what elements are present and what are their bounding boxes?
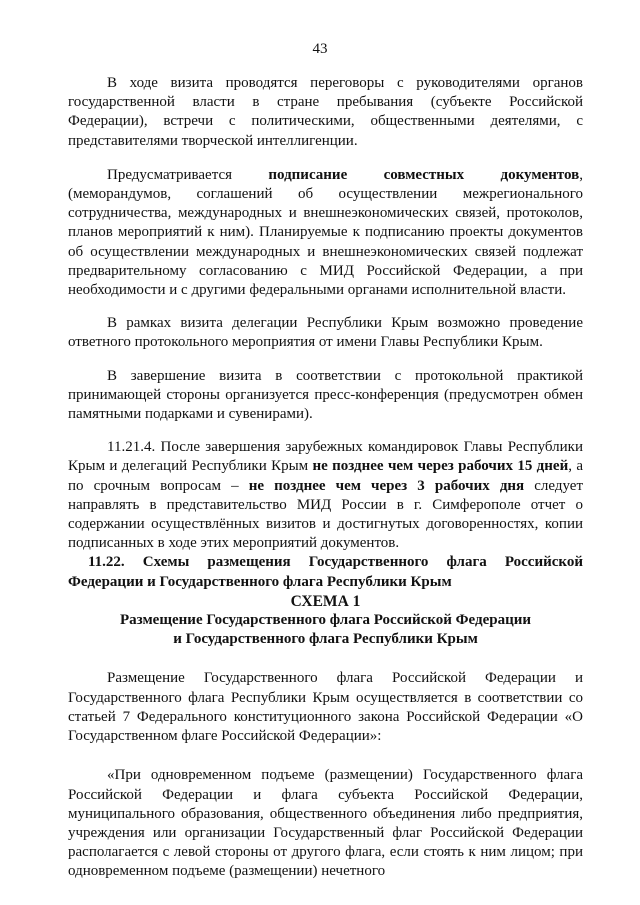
document-body xyxy=(68,74,583,882)
section-heading-11-22: 11.22. Схемы размещения Государственного флага Российской Федерации и Государственного флага Республики Крым xyxy=(68,554,583,590)
bold-emphasis: не позднее чем через 3 рабочих дня xyxy=(248,477,525,494)
paragraph-return-event: В рамках визита делегации Республики Крым возможно проведение ответного протокольного мероприятия от имени Главы Республики Крым. xyxy=(68,315,583,351)
paragraph-11-21-4 xyxy=(68,438,583,553)
scheme-subtitle-line1: Размещение Государственного флага Российской Федерации xyxy=(119,612,532,629)
paragraph-document-signing xyxy=(68,166,583,300)
paragraph-text: 11.21.4. После завершения зарубежных командировок Главы Республики Крым и делегаций Республики Крым xyxy=(68,439,583,475)
paragraph-text: , а по срочным вопросам – xyxy=(68,458,583,494)
scheme-title: СХЕМА 1 xyxy=(290,592,361,610)
paragraph-text: следует направлять в представительство МИД России в г. Симферополе отчет о содержании осуществлённых визитов и достигнутых договоренностях, копии подписанных в ходе этих мероприятий документов. xyxy=(68,477,584,552)
paragraph-text: Предусматривается xyxy=(107,166,269,183)
paragraph-visit-negotiations: В ходе визита проводятся переговоры с руководителями органов государственной власти в стране пребывания (субъекте Российской Федерации), встречи с политическими, общественными деятелями, с представителями творческой интеллигенции. xyxy=(68,75,583,149)
bold-emphasis: не позднее чем через рабочих 15 дней xyxy=(312,458,569,475)
paragraph-flag-placement-law: Размещение Государственного флага Российской Федерации и Государственного флага Республики Крым осуществляется в соответствии со статьей 7 Федерального конституционного закона Российской Федерации «О Государственном флаге Российской Федерации»: xyxy=(68,670,583,745)
paragraph-law-quote: «При одновременном подъеме (размещении) Государственного флага Российской Федерации и флага субъекта Российской Федерации, муниципального образования, общественного объединения либо предприятия, учреждения или организации Государственный флаг Российской Федерации располагается с левой стороны от другого флага, если стоять к ним лицом; при одновременном подъеме (размещении) нечетного xyxy=(68,767,583,880)
scheme-subtitle-line2: и Государственного флага Республики Крым xyxy=(173,631,478,648)
paragraph-text: , (меморандумов, соглашений об осуществлении межрегионального сотрудничества, международных и внешнеэкономических связей, протоколов, планов мероприятий к ним). Планируемые к подписанию проекты документов об осуществлении международных и внешнеэкономических связей подлежат предварительному согласованию с МИД Российской Федерации, а при необходимости и с другими федеральными органами исполнительной власти. xyxy=(68,166,583,299)
page-number: 43 xyxy=(312,41,328,57)
paragraph-press-conference: В завершение визита в соответствии с протокольной практикой принимающей стороны организуется пресс-конференция (предусмотрен обмен памятными подарками и сувенирами). xyxy=(68,367,583,423)
bold-emphasis: подписание совместных документов xyxy=(268,166,580,183)
